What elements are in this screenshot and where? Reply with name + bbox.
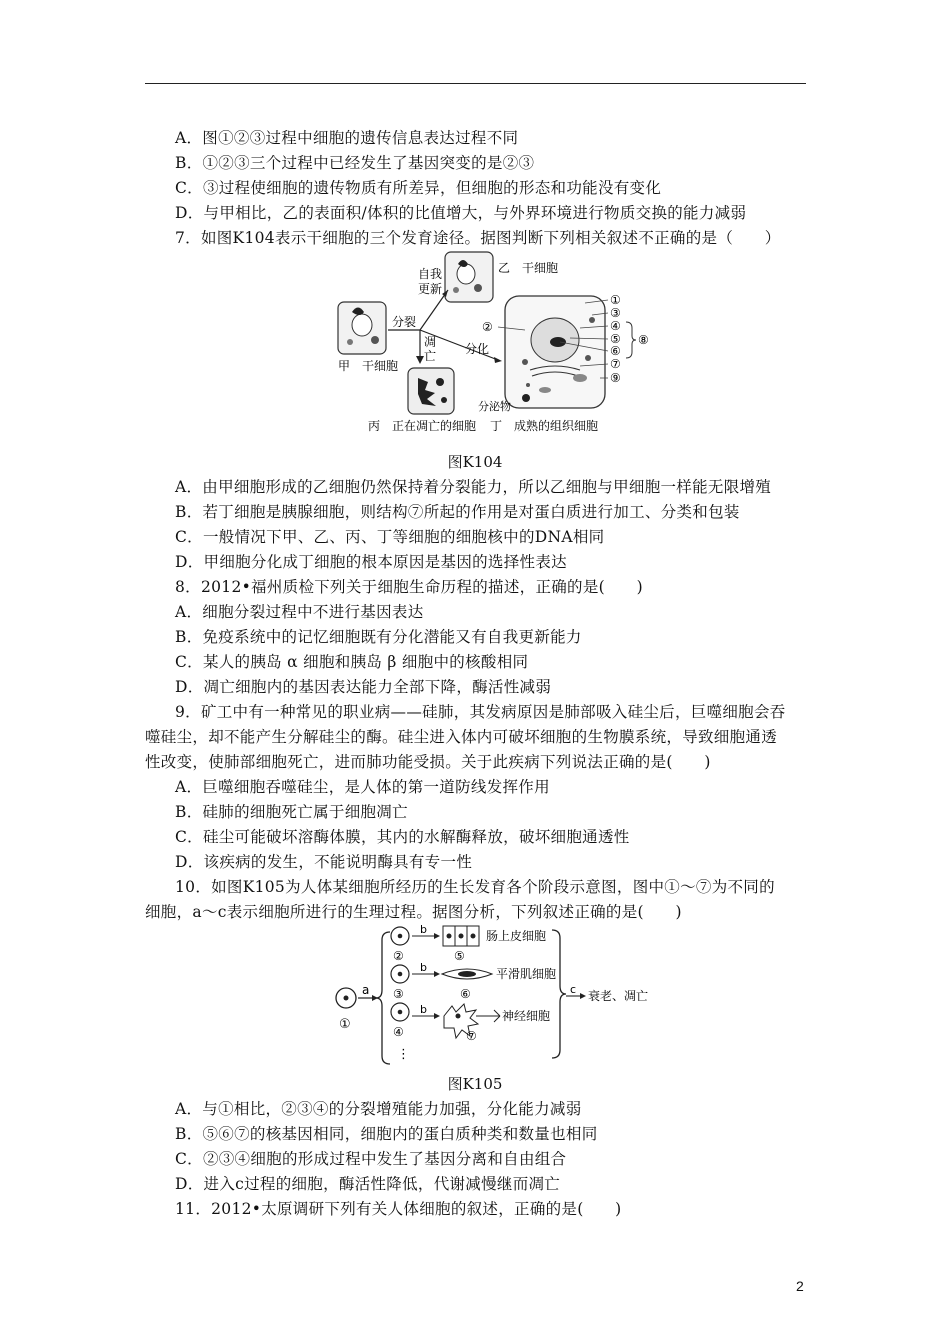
q9-option-c: C．硅尘可能破坏溶酶体膜，其内的水解酶释放，破坏细胞通透性 bbox=[175, 828, 630, 846]
q10-stem-line-2: 细胞，a～c表示细胞所进行的生理过程。据图分析，下列叙述正确的是( ) bbox=[145, 903, 682, 921]
q9-option-b: B．硅肺的细胞死亡属于细胞凋亡 bbox=[175, 803, 408, 821]
figure-k105 bbox=[330, 924, 660, 1070]
q8-option-b: B．免疫系统中的记忆细胞既有分化潜能又有自我更新能力 bbox=[175, 628, 582, 646]
q9-stem-line-3: 性改变，使肺部细胞死亡，进而肺功能受损。关于此疾病下列说法正确的是( ) bbox=[145, 753, 711, 771]
header-rule bbox=[145, 83, 806, 84]
q10-option-c: C．②③④细胞的形成过程中发生了基因分离和自由组合 bbox=[175, 1150, 567, 1168]
label-self-renew-1: 自我 bbox=[418, 267, 443, 281]
q9-option-d: D．该疾病的发生，不能说明酶具有专一性 bbox=[175, 853, 473, 871]
label-bing: 丙 正在凋亡的细胞 bbox=[368, 419, 477, 433]
q7-option-a: A．由甲细胞形成的乙细胞仍然保持着分裂能力，所以乙细胞与甲细胞一样能无限增殖 bbox=[175, 478, 772, 496]
k105-nerve: 神经细胞 bbox=[502, 1009, 551, 1023]
label-differentiate: 分化 bbox=[465, 342, 490, 356]
k105-label-2: ② bbox=[393, 949, 404, 963]
label-1: ① bbox=[610, 293, 621, 307]
q6-option-d: D．与甲相比，乙的表面积/体积的比值增大，与外界环境进行物质交换的能力减弱 bbox=[175, 204, 747, 222]
q7-stem: 7．如图K104表示干细胞的三个发育途径。据图判断下列相关叙述不正确的是（ ） bbox=[175, 229, 781, 247]
q10-option-b: B．⑤⑥⑦的核基因相同，细胞内的蛋白质种类和数量也相同 bbox=[175, 1125, 598, 1143]
q10-stem-line-1: 10．如图K105为人体某细胞所经历的生长发育各个阶段示意图，图中①～⑦为不同的 bbox=[175, 878, 775, 896]
q9-stem-line-2: 噬硅尘，却不能产生分解硅尘的酶。硅尘进入体内可破坏细胞的生物膜系统，导致细胞通透 bbox=[145, 728, 778, 746]
label-9: ⑨ bbox=[610, 371, 621, 385]
k105-aging: 衰老、凋亡 bbox=[588, 989, 649, 1003]
page-number: 2 bbox=[796, 1278, 804, 1294]
k105-label-1: ① bbox=[339, 1017, 351, 1032]
label-self-renew-2: 更新 bbox=[418, 282, 443, 296]
q7-option-b: B．若丁细胞是胰腺细胞，则结构⑦所起的作用是对蛋白质进行加工、分类和包装 bbox=[175, 503, 740, 521]
label-8: ⑧ bbox=[638, 333, 649, 347]
q8-option-a: A．细胞分裂过程中不进行基因表达 bbox=[175, 603, 424, 621]
figure-k104 bbox=[330, 250, 660, 440]
k105-label-b1: b bbox=[420, 924, 427, 936]
label-3: ③ bbox=[610, 306, 621, 320]
q10-option-d: D．进入c过程的细胞，酶活性降低，代谢减慢继而凋亡 bbox=[175, 1175, 561, 1193]
q9-option-a: A．巨噬细胞吞噬硅尘，是人体的第一道防线发挥作用 bbox=[175, 778, 550, 796]
label-ding: 丁 成熟的组织细胞 bbox=[490, 419, 599, 433]
label-4: ④ bbox=[610, 319, 621, 333]
k105-smooth: 平滑肌细胞 bbox=[496, 967, 557, 981]
q6-option-a: A．图①②③过程中细胞的遗传信息表达过程不同 bbox=[175, 129, 519, 147]
label-apoptosis-1: 凋 bbox=[424, 335, 437, 349]
label-yi: 乙 干细胞 bbox=[498, 261, 559, 275]
q6-option-b: B．①②③三个过程中已经发生了基因突变的是②③ bbox=[175, 154, 535, 172]
q11-stem: 11．2012•太原调研下列有关人体细胞的叙述，正确的是( ) bbox=[175, 1200, 622, 1218]
q8-option-c: C．某人的胰岛 α 细胞和胰岛 β 细胞中的核酸相同 bbox=[175, 653, 529, 671]
k105-label-3: ③ bbox=[393, 987, 404, 1001]
k105-label-b3: b bbox=[420, 1003, 427, 1016]
q8-stem: 8．2012•福州质检下列关于细胞生命历程的描述，正确的是( ) bbox=[175, 578, 643, 596]
k105-dots: ⋮ bbox=[397, 1047, 410, 1062]
k105-label-7: ⑦ bbox=[466, 1029, 477, 1043]
label-secretion: 分泌物 bbox=[478, 400, 511, 413]
label-jia: 甲 干细胞 bbox=[338, 359, 399, 373]
k105-label-6: ⑥ bbox=[460, 987, 471, 1001]
q8-option-d: D．凋亡细胞内的基因表达能力全部下降，酶活性减弱 bbox=[175, 678, 552, 696]
k105-label-a: a bbox=[362, 983, 370, 997]
k105-intestine: 肠上皮细胞 bbox=[486, 929, 547, 943]
q6-option-c: C．③过程使细胞的遗传物质有所差异，但细胞的形态和功能没有变化 bbox=[175, 179, 662, 197]
figure-k104-caption: 图K104 bbox=[447, 453, 503, 471]
q7-option-d: D．甲细胞分化成丁细胞的根本原因是基因的选择性表达 bbox=[175, 553, 567, 571]
k105-label-b2: b bbox=[420, 961, 427, 974]
q9-stem-line-1: 9．矿工中有一种常见的职业病——硅肺，其发病原因是肺部吸入硅尘后，巨噬细胞会吞 bbox=[175, 703, 786, 721]
label-split: 分裂 bbox=[392, 315, 417, 329]
label-2: ② bbox=[482, 320, 493, 334]
label-6: ⑥ bbox=[610, 344, 621, 358]
k105-label-c: c bbox=[570, 983, 577, 996]
cell-bing bbox=[408, 368, 454, 414]
label-5: ⑤ bbox=[610, 332, 621, 346]
label-7: ⑦ bbox=[610, 357, 621, 371]
k105-label-5: ⑤ bbox=[454, 949, 465, 963]
q7-option-c: C．一般情况下甲、乙、丙、丁等细胞的细胞核中的DNA相同 bbox=[175, 528, 605, 546]
q10-option-a: A．与①相比，②③④的分裂增殖能力加强，分化能力减弱 bbox=[175, 1100, 582, 1118]
figure-k105-caption: 图K105 bbox=[447, 1075, 503, 1093]
k105-label-4: ④ bbox=[393, 1025, 404, 1039]
label-apoptosis-2: 亡 bbox=[424, 349, 437, 363]
